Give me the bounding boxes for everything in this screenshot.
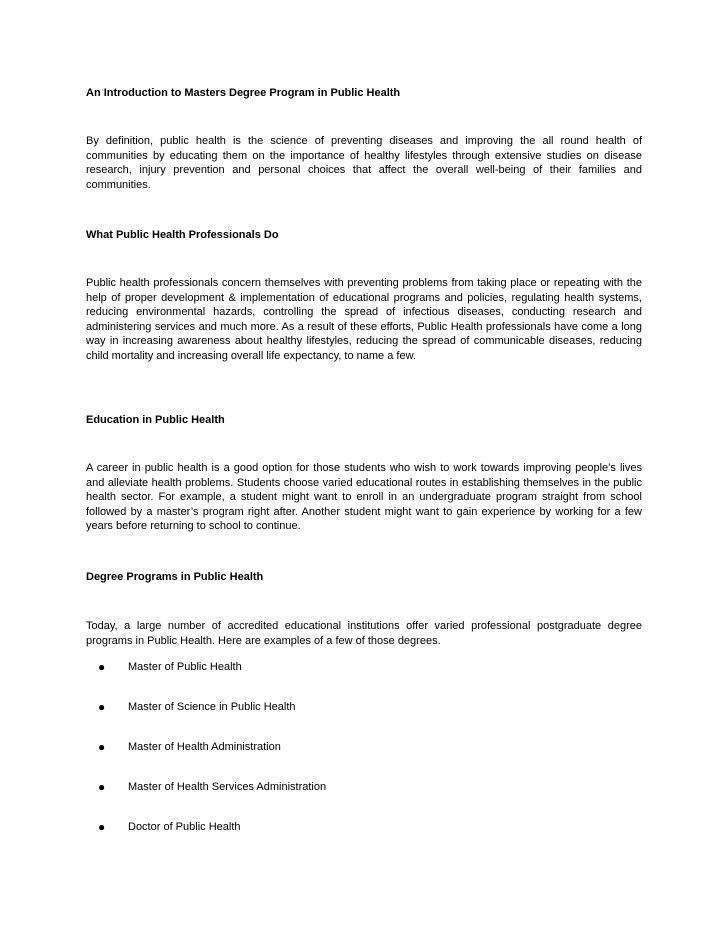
degree-list-item [86,700,642,740]
degree-list-item [86,780,642,820]
section-heading-degree-programs: Degree Programs in Public Health [86,571,264,583]
degree-name: Master of Science in Public Health [128,701,296,713]
bullet-icon: ● [98,820,106,834]
degree-list-item [86,660,642,700]
degree-name: Master of Health Services Administration [128,781,327,793]
intro-paragraph: By definition, public health is the science of preventing diseases and improving the all round health of communities by educating them on the importance of healthy lifestyles through extensive studies on disease research, injury prevention and personal choices that affect the overall well-being of their families and communities. [86,135,642,191]
bullet-icon: ● [98,660,106,674]
document-title: An Introduction to Masters Degree Program in Public Health [86,87,401,99]
degree-name: Master of Health Administration [128,741,281,753]
section-body-professionals: Public health professionals concern themselves with preventing problems from taking place or repeating with the help of proper development & implementation of educational programs and policies, regulating health systems, reducing environmental hazards, controlling the spread of infectious diseases, conducting research and administering services and much more. As a result of these efforts, Public Health professionals have come a long way in increasing awareness about healthy lifestyles, reducing the spread of communicable diseases, reducing child mortality and increasing overall life expectancy, to name a few. [86,277,642,362]
bullet-icon: ● [98,700,106,714]
section-heading-education: Education in Public Health [86,414,225,426]
degree-list-item [86,740,642,780]
degree-list [86,660,642,860]
bullet-icon: ● [98,740,106,754]
degree-list-item [86,820,642,860]
bullet-icon: ● [98,780,106,794]
section-body-degree-programs: Today, a large number of accredited educational institutions offer varied professional postgraduate degree programs in Public Health. Here are examples of a few of those degrees. [86,620,642,647]
degree-name: Doctor of Public Health [128,821,241,833]
section-heading-professionals: What Public Health Professionals Do [86,229,279,241]
section-body-education: A career in public health is a good option for those students who wish to work towards improving people’s lives and alleviate health problems. Students choose varied educational routes in establishing themselves in the public health sector. For example, a student might want to enroll in an undergraduate program straight from school followed by a master’s program right after. Another student might want to gain experience by working for a few years before returning to school to continue. [86,462,642,533]
degree-name: Master of Public Health [128,661,242,673]
